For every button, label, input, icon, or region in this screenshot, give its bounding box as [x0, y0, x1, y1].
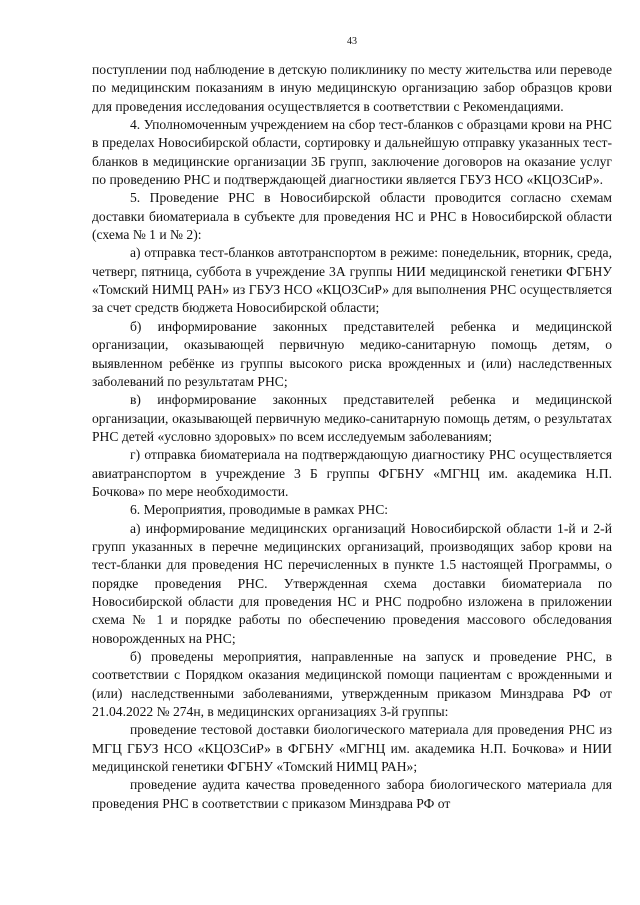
paragraph-item-5: 5. Проведение РНС в Новосибирской области проводится согласно схемам доставки биоматериала в субъекте для проведения НС и РНС в Новосибирской области (схема № 1 и № 2):	[92, 190, 612, 243]
paragraph-test-delivery: проведение тестовой доставки биологического материала для проведения РНС из МГЦ ГБУЗ НСО «КЦОЗСиР» в ФГБНУ «МГНЦ им. академика Н.П. Бочкова» и НИИ медицинской генетики ФГБНУ «Томский НИМЦ РАН»;	[92, 722, 612, 775]
paragraph-item-5g: г) отправка биоматериала на подтверждающую диагностику РНС осуществляется авиатранспортом в учреждение 3 Б группы ФГБНУ «МГНЦ им. академика Н.П. Бочкова» по мере необходимости.	[92, 447, 612, 499]
page-number: 43	[347, 36, 357, 47]
paragraph-item-4: 4. Уполномоченным учреждением на сбор тест-бланков с образцами крови на РНС в пределах Новосибирской области, сортировку и дальнейшую отправку указанных тест-бланков в медицинские организации 3Б групп, заключение договоров на оказание услуг по проведению РНС и подтверждающей диагностики является ГБУЗ НСО «КЦОЗСиР».	[92, 117, 612, 188]
paragraph-item-5a: а) отправка тест-бланков автотранспортом в режиме: понедельник, вторник, среда, четверг, пятница, суббота в учреждение 3А группы НИИ медицинской генетики ФГБНУ «Томский НИМЦ РАН» из ГБУЗ НСО «КЦОЗСиР» для выполнения РНС осуществляется за счет средств бюджета Новосибирской области;	[92, 245, 612, 316]
paragraph-continuation: поступлении под наблюдение в детскую поликлинику по месту жительства или переводе по медицинским показаниям в иную медицинскую организацию забор образцов крови для проведения исследования осуществляется в соответствии с Рекомендациями.	[92, 62, 612, 114]
paragraph-item-6b: б) проведены мероприятия, направленные на запуск и проведение РНС, в соответствии с Порядком оказания медицинской помощи пациентам с врожденными и (или) наследственными заболеваниями, утвержденным приказом Минздрава РФ от 21.04.2022 № 274н, в медицинских организациях 3-й группы:	[92, 649, 612, 720]
paragraph-item-6: 6. Мероприятия, проводимые в рамках РНС:	[130, 502, 389, 518]
paragraph-item-6a: а) информирование медицинских организаций Новосибирской области 1-й и 2-й групп указанных в перечне медицинских организаций, производящих забор крови на тест-бланки для проведения НС перечисленных в пункте 1.5 настоящей Программы, о порядке проведения РНС. Утвержденная схема доставки биоматериала по Новосибирской области для проведения НС и РНС подробно изложена в приложении схема № 1 и порядке работы по обеспечению проведения массового обследования новорожденных на РНС;	[92, 520, 612, 646]
paragraph-item-5v: в) информирование законных представителей ребенка и медицинской организации, оказывающей первичную медико-санитарную помощь детям, о результатах РНС детей «условно здоровых» по всем исследуемым заболеваниям;	[92, 392, 612, 444]
paragraph-item-5b: б) информирование законных представителей ребенка и медицинской организации, оказывающей первичную медико-санитарную помощь детям, о выявленном ребёнке из группы высокого риска врожденных и (или) наследственных заболеваний по результатам РНС;	[92, 318, 612, 389]
body-text	[92, 61, 612, 813]
paragraph-audit: проведение аудита качества проведенного забора биологического материала для проведения РНС в соответствии с приказом Минздрава РФ от	[92, 777, 612, 811]
